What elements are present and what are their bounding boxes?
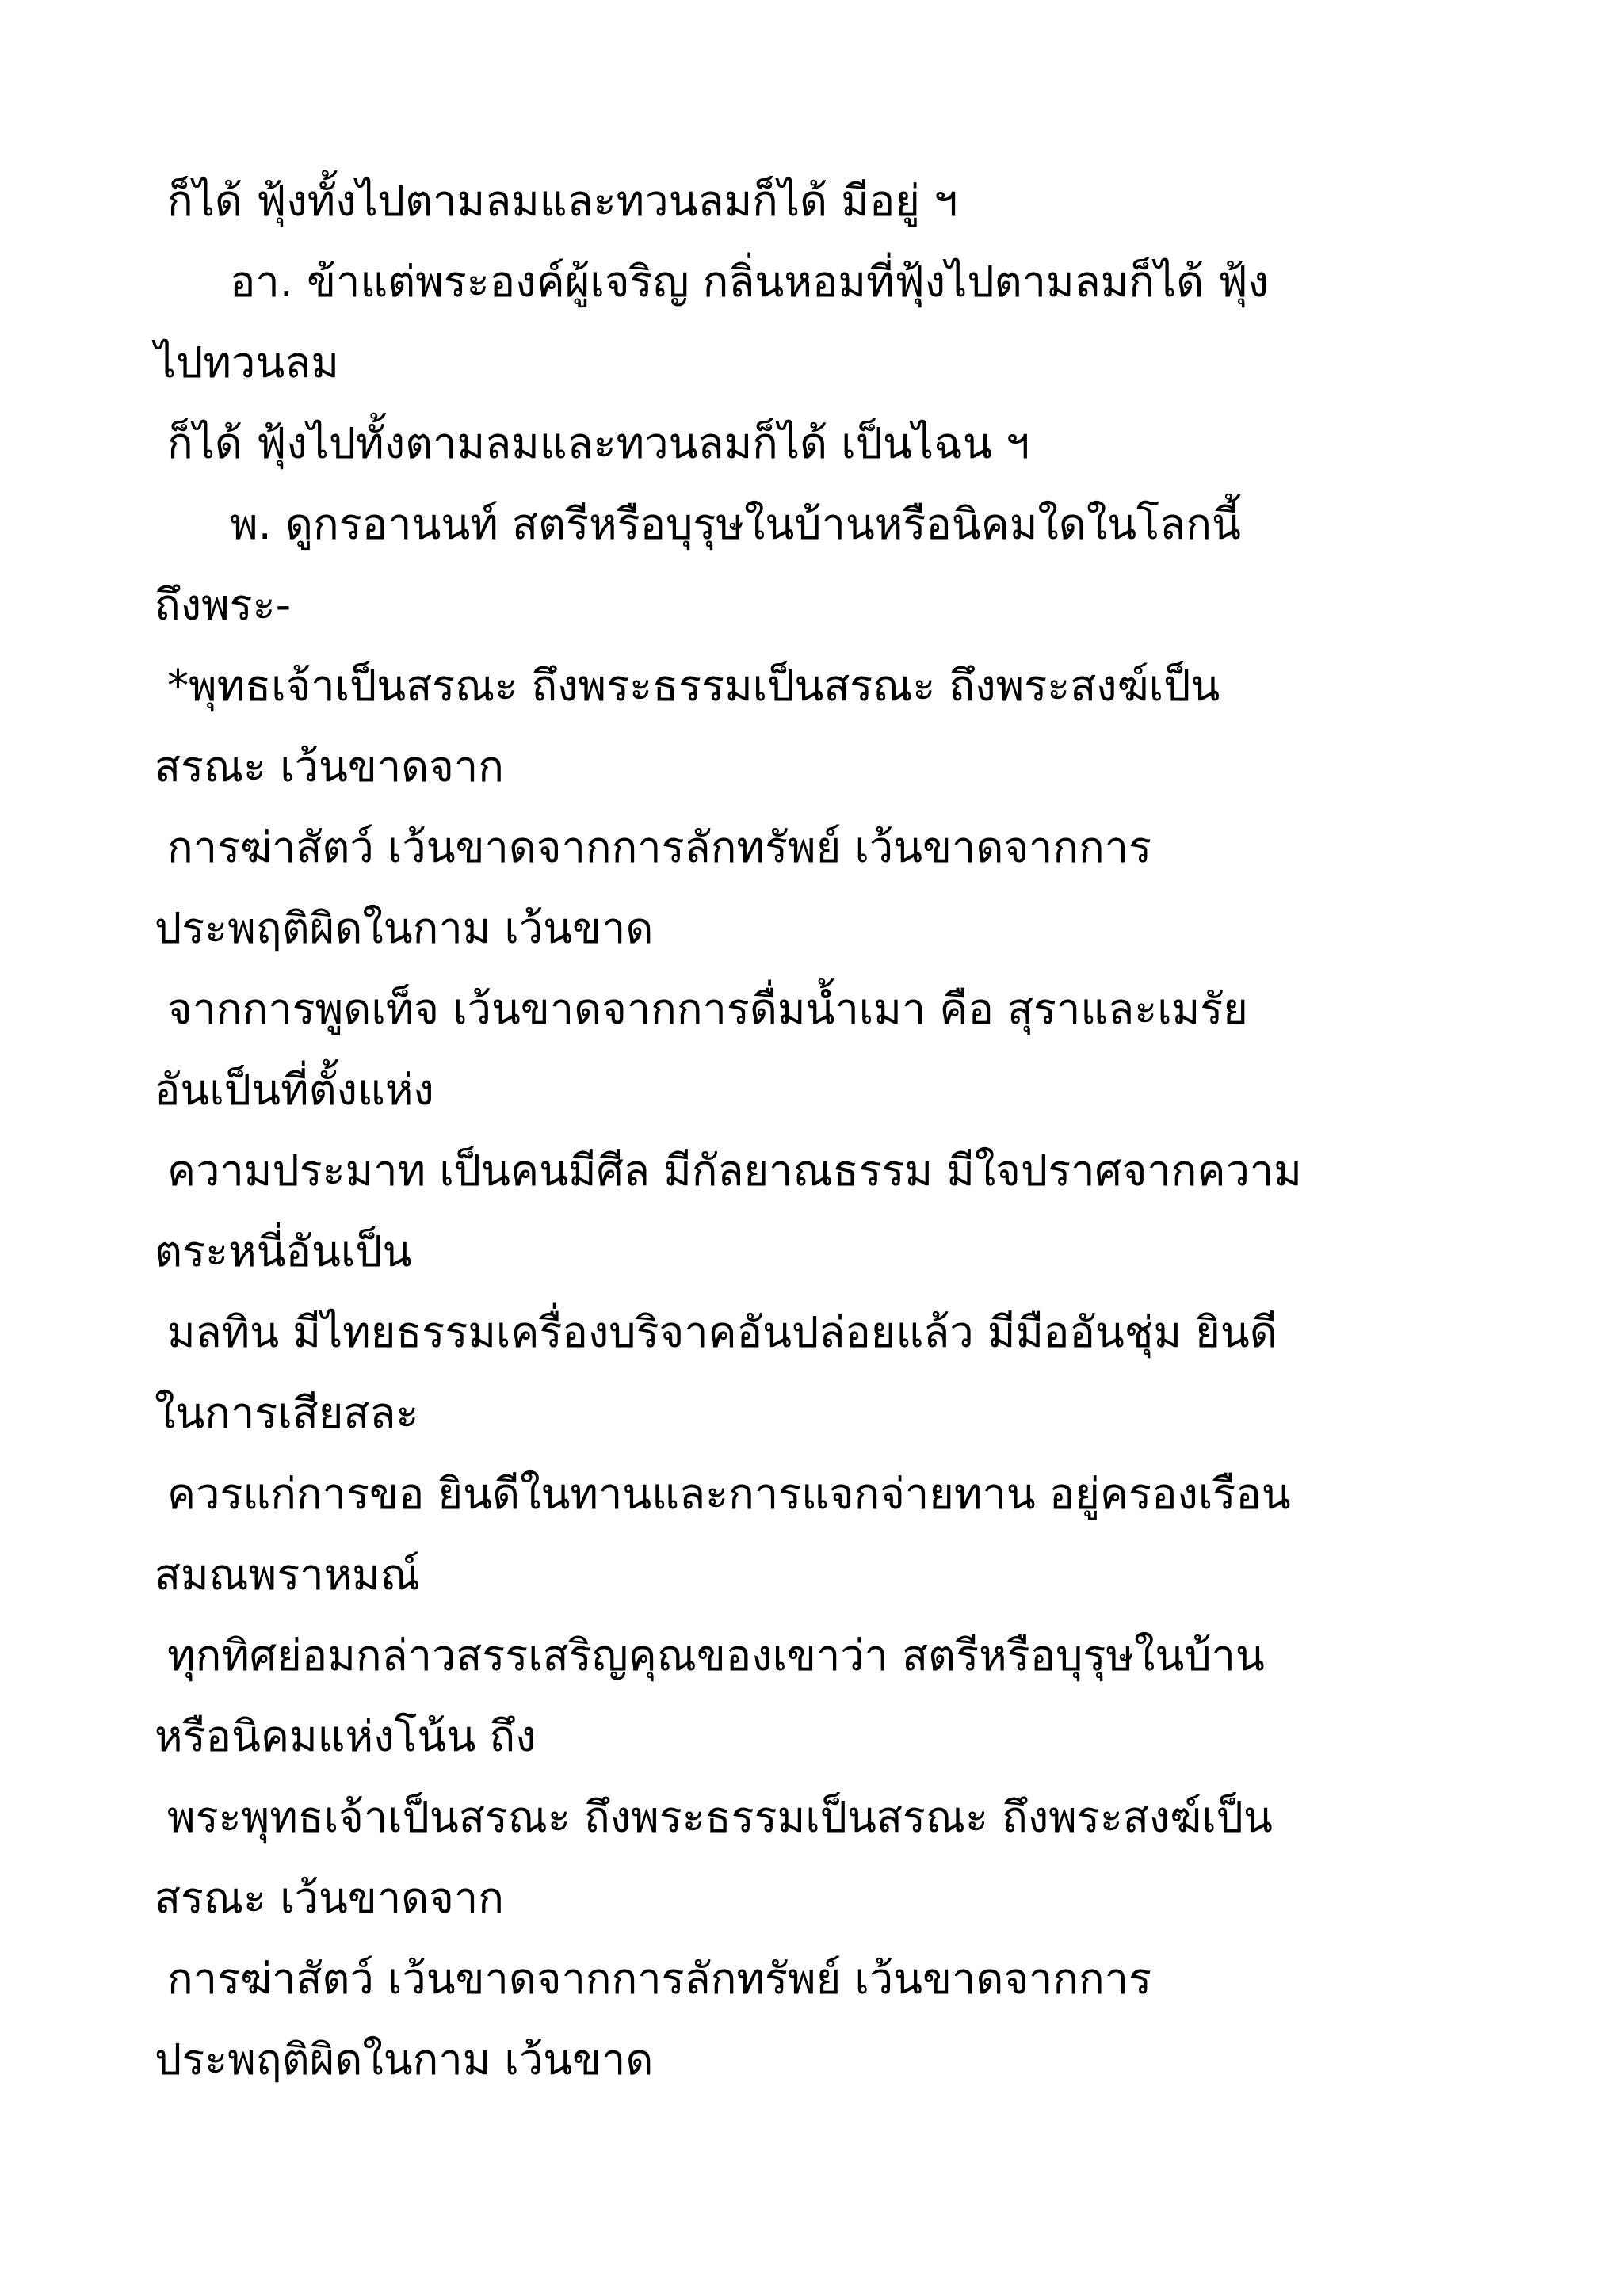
text-line: ก็ได้ ฟุ้งไปทั้งตามลมและทวนลมก็ได้ เป็นไฉน ฯ [167,418,1030,468]
text-line: ตระหนี่อันเป็น [155,1226,412,1276]
text-line: ก็ได้ ฟุ้งทั้งไปตามลมและทวนลมก็ได้ มีอยู่ ฯ [167,176,958,226]
text-line: มลทิน มีไทยธรรมเครื่องบริจาคอันปล่อยแล้ว มีมืออันชุ่ม ยินดี [167,1307,1277,1357]
text-line: ประพฤติผิดในกาม เว้นขาด [155,903,654,953]
text-line: การฆ่าสัตว์ เว้นขาดจากการลักทรัพย์ เว้นขาดจากการ [167,822,1152,872]
text-line: พ. ดูกรอานนท์ สตรีหรือบุรุษในบ้านหรือนิคมใดในโลกนี้ [230,499,1241,549]
text-line: หรือนิคมแห่งโน้น ถึง [155,1711,537,1761]
text-line: พระพุทธเจ้าเป็นสรณะ ถึงพระธรรมเป็นสรณะ ถึงพระสงฆ์เป็น [167,1792,1273,1842]
text-line: ควรแก่การขอ ยินดีในทานและการแจกจ่ายทาน อยู่ครองเรือน [167,1469,1291,1519]
text-line: ไปทวนลม [155,338,339,387]
text-line: สมณพราหมณ์ [155,1550,420,1600]
text-line: อา. ข้าแต่พระองค์ผู้เจริญ กลิ่นหอมที่ฟุ้งไปตามลมก็ได้ ฟุ้ง [230,257,1269,307]
text-line: ทุกทิศย่อมกล่าวสรรเสริญคุณของเขาว่า สตรีหรือบุรุษในบ้าน [167,1630,1265,1680]
document-body [155,161,1518,2100]
text-line: ประพฤติผิดในกาม เว้นขาด [155,2035,654,2084]
text-line: จากการพูดเท็จ เว้นขาดจากการดื่มน้ำเมา คือ สุราและเมรัย [167,984,1248,1034]
text-line: สรณะ เว้นขาดจาก [155,742,504,791]
text-line: ถึงพระ- [155,580,292,630]
text-line: *พุทธเจ้าเป็นสรณะ ถึงพระธรรมเป็นสรณะ ถึงพระสงฆ์เป็น [167,661,1220,711]
text-line: สรณะ เว้นขาดจาก [155,1873,504,1923]
text-line: การฆ่าสัตว์ เว้นขาดจากการลักทรัพย์ เว้นขาดจากการ [167,1954,1152,2004]
text-line: ความประมาท เป็นคนมีศีล มีกัลยาณธรรม มีใจปราศจากความ [167,1146,1302,1196]
text-line: อันเป็นที่ตั้งแห่ง [155,1065,434,1115]
text-line: ในการเสียสละ [155,1388,419,1438]
